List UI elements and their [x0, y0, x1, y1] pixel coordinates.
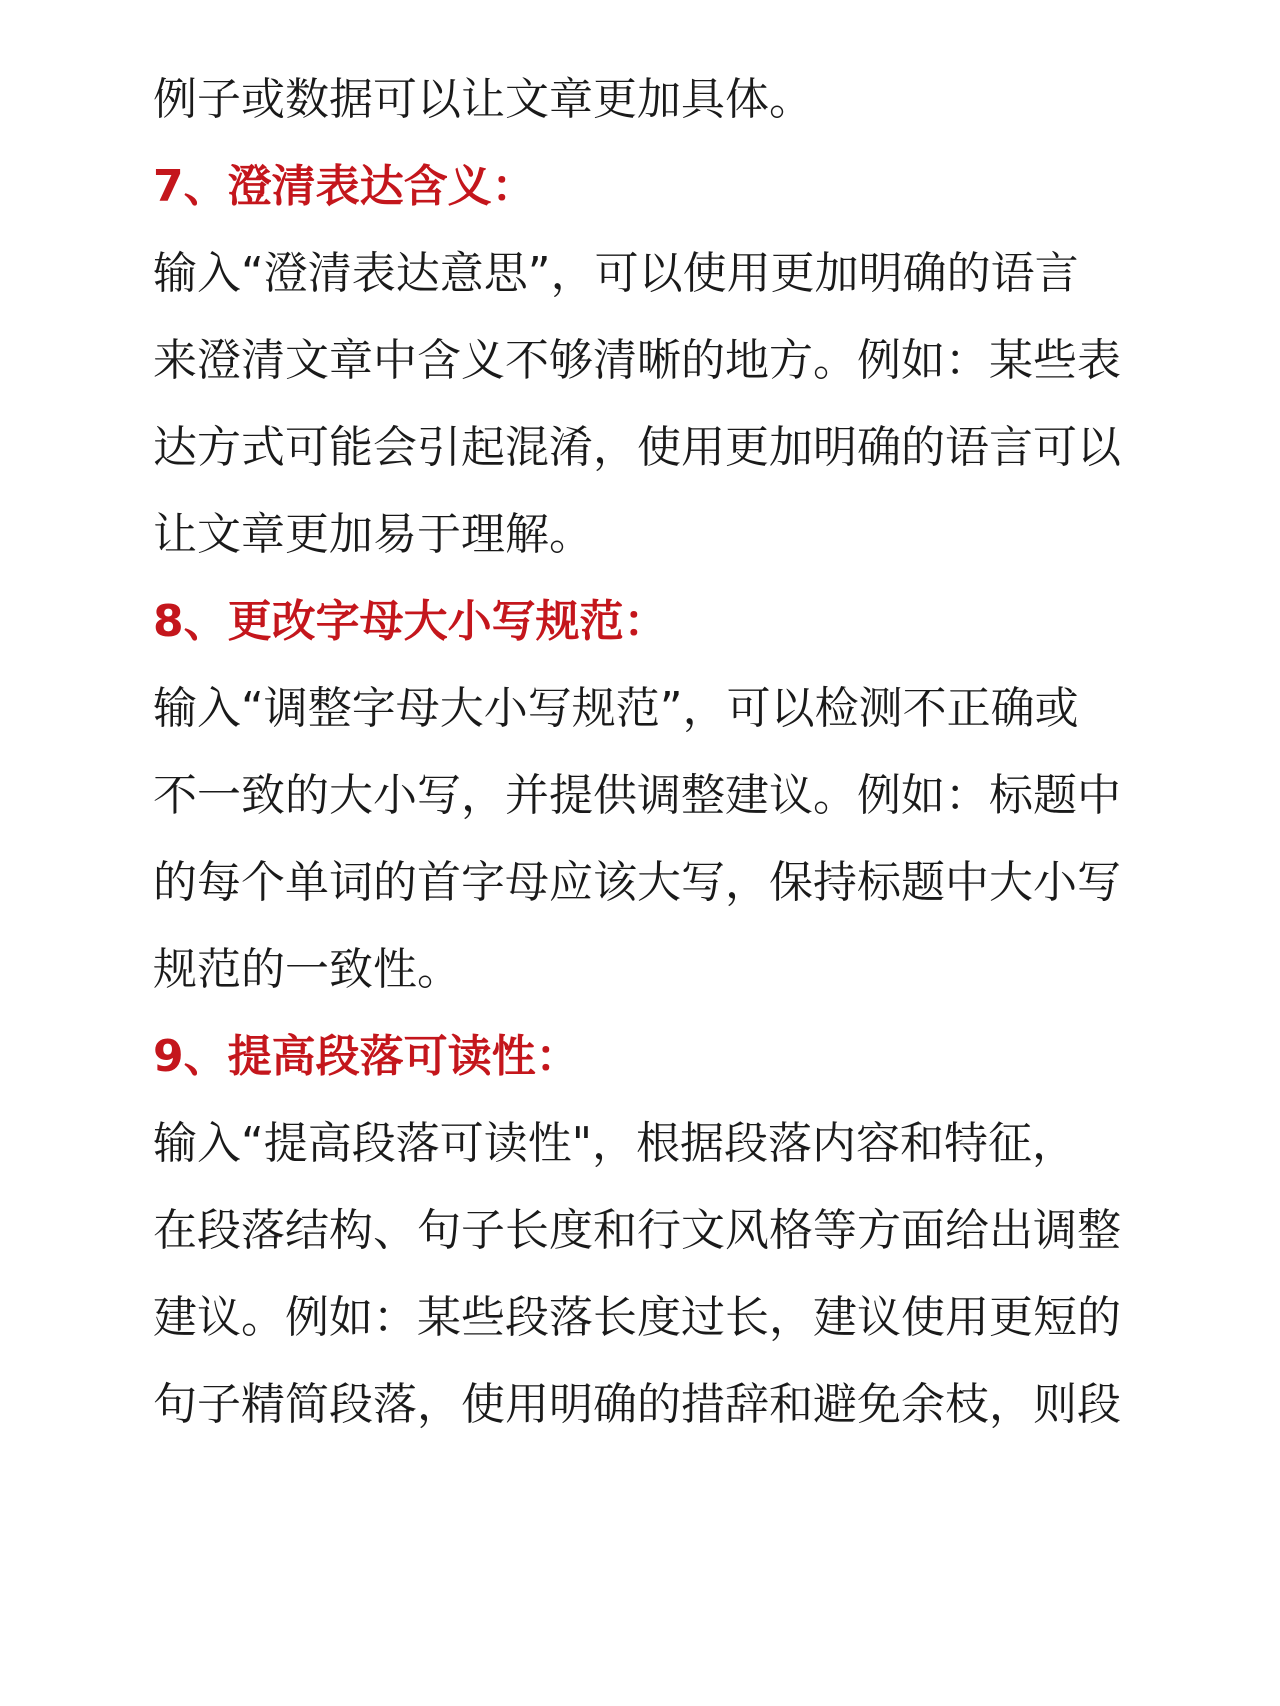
section-heading-8: 8、更改字母大小写规范：: [153, 596, 668, 647]
body-line: 达方式可能会引起混淆，使用更加明确的语言可以: [153, 422, 1121, 473]
body-line: 在段落结构、句子长度和行文风格等方面给出调整: [153, 1205, 1121, 1256]
body-line: 建议。例如：某些段落长度过长，建议使用更短的: [153, 1292, 1121, 1343]
section-heading-7: 7、澄清表达含义：: [153, 161, 536, 212]
body-line: 让文章更加易于理解。: [153, 509, 593, 560]
body-line: 来澄清文章中含义不够清晰的地方。例如：某些表: [153, 335, 1121, 386]
body-line: 不一致的大小写，并提供调整建议。例如：标题中: [153, 770, 1121, 821]
document-page: [153, 0, 1143, 1706]
section-heading-9: 9、提高段落可读性：: [153, 1031, 580, 1082]
body-line: 输入“提高段落可读性"，根据段落内容和特征，: [153, 1118, 1077, 1169]
body-line: 输入“澄清表达意思”，可以使用更加明确的语言: [153, 248, 1079, 299]
body-line: 输入“调整字母大小写规范”，可以检测不正确或: [153, 683, 1079, 734]
body-line: 的每个单词的首字母应该大写，保持标题中大小写: [153, 857, 1121, 908]
body-line: 句子精简段落，使用明确的措辞和避免余枝，则段: [153, 1379, 1121, 1430]
body-line: 规范的一致性。: [153, 944, 461, 995]
body-line: 例子或数据可以让文章更加具体。: [153, 74, 813, 125]
